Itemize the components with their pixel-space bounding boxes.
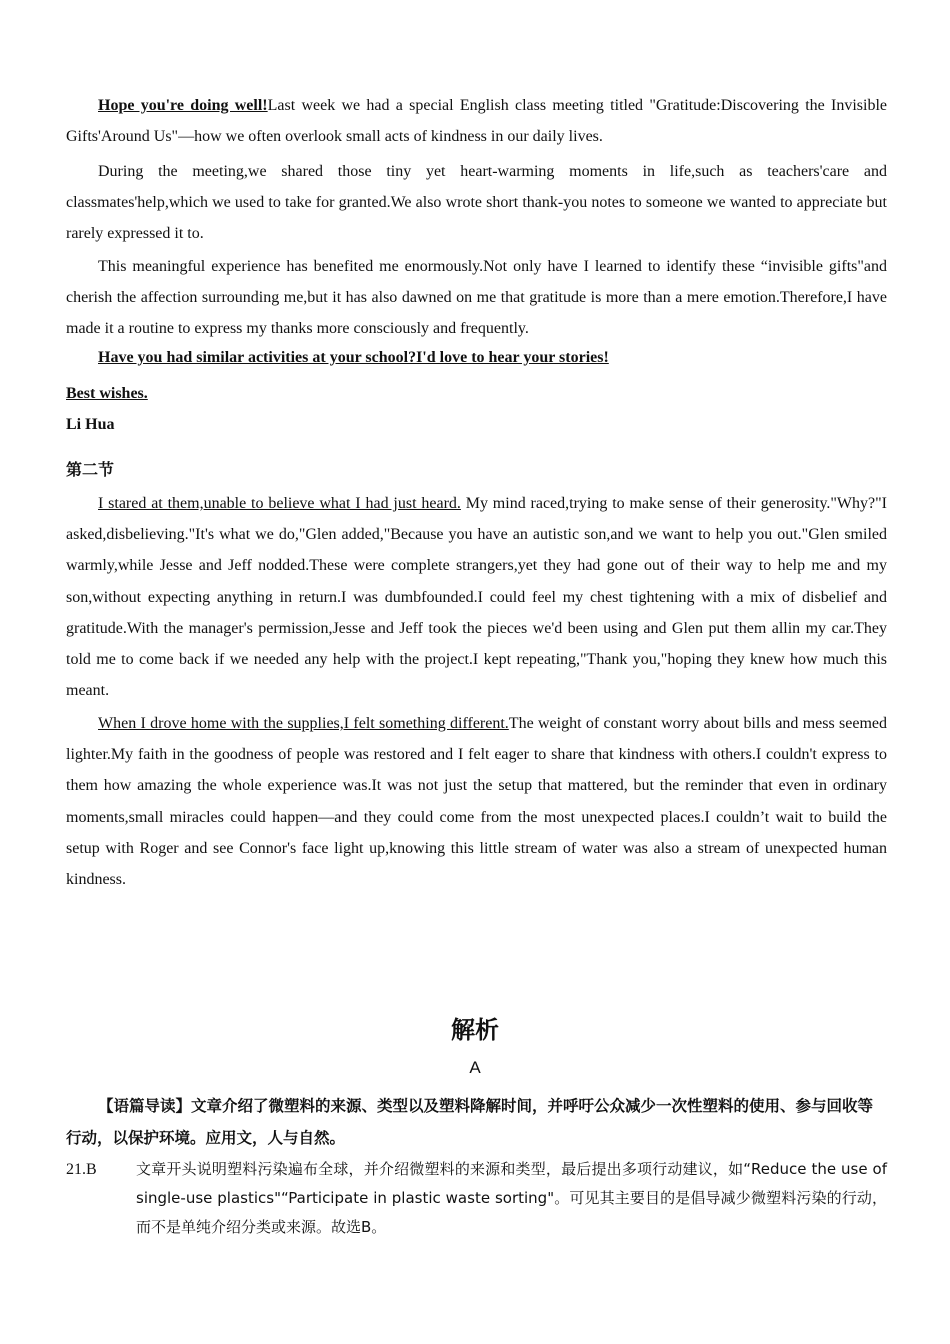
section2-paragraph-1: I stared at them,unable to believe what I had just heard. My mind raced,trying to make sense of their generosity."Why?"I asked,disbelieving."It's what we do,"Glen added,"Because you have an autistic son,and we want to help you out."Glen smiled warmly,while Jesse and Jeff nodded.These were complete strangers,yet they had gone out of their way to help me and my son,without expecting anything in return.I was dumbfounded.I could feel my chest tightening with a mix of disbelief and gratitude.With the manager's permission,Jesse and Jeff took the pieces we'd been using and Glen put them allin my car.They told me to come back if we needed any help with the project.I kept repeating,"Thank you,"hoping they knew how much this meant. [66,495,887,700]
analysis-part-label: A [469,1058,481,1077]
letter-closing-question: Have you had similar activities at your school?I'd love to hear your stories! [98,349,609,366]
passage-guide: 【语篇导读】文章介绍了微塑料的来源、类型以及塑料降解时间，并呼吁公众减少一次性塑料的使用、参与回收等行动，以保护环境。应用文，人与自然。 [66,1097,874,1147]
letter-paragraph-1 [66,90,887,152]
analysis-title: 解析 [451,1016,499,1044]
section-title: 第二节 [66,460,115,479]
letter-opening-rest: Last week we had a special English class meeting titled "Gratitude:Discovering the Invisible Gifts'Around Us"—how we often overlook small acts of kindness in our daily lives. [66,97,888,146]
letter-signature: Li Hua [66,416,115,433]
letter-paragraph-3: This meaningful experience has benefited me enormously.Not only have I learned to identify these “invisible gifts"and cherish the affection surrounding me,but it has also dawned on me that gratitude is more than a mere emotion.Therefore,I have made it a routine to express my thanks more consciously and frequently. [66,258,887,338]
letter-sign-off: Best wishes. [66,385,148,402]
question-explanation: 文章开头说明塑料污染遍布全球，并介绍微塑料的来源和类型，最后提出多项行动建议，如“Reduce the use of single-use plastics"“Participate in plastic waste sorting"。可见其主要目的是倡导减少微塑料污染的行动，而不是单纯介绍分类或来源。故选B。 [136,1160,887,1236]
section2-paragraph-2: When I drove home with the supplies,I felt something different.The weight of constant worry about bills and mess seemed lighter.My faith in the goodness of people was restored and I felt eager to share that kindness with others.I couldn't express to them how amazing the whole experience was.It was not just the setup that mattered, but the reminder that even in ordinary moments,small miracles could happen—and they could come from the most unexpected places.I couldn’t wait to build the setup with Roger and see Connor's face light up,knowing this little stream of water was also a stream of unexpected human kindness. [66,715,888,889]
letter-opening: Hope you're doing well! [98,97,268,114]
letter-paragraph-2: During the meeting,we shared those tiny yet heart-warming moments in life,such as teachers'care and classmates'help,which we used to take for granted.We also wrote short thank-you notes to someone we wanted to appreciate but rarely expressed it to. [66,163,887,243]
question-number: 21.B [66,1161,97,1178]
